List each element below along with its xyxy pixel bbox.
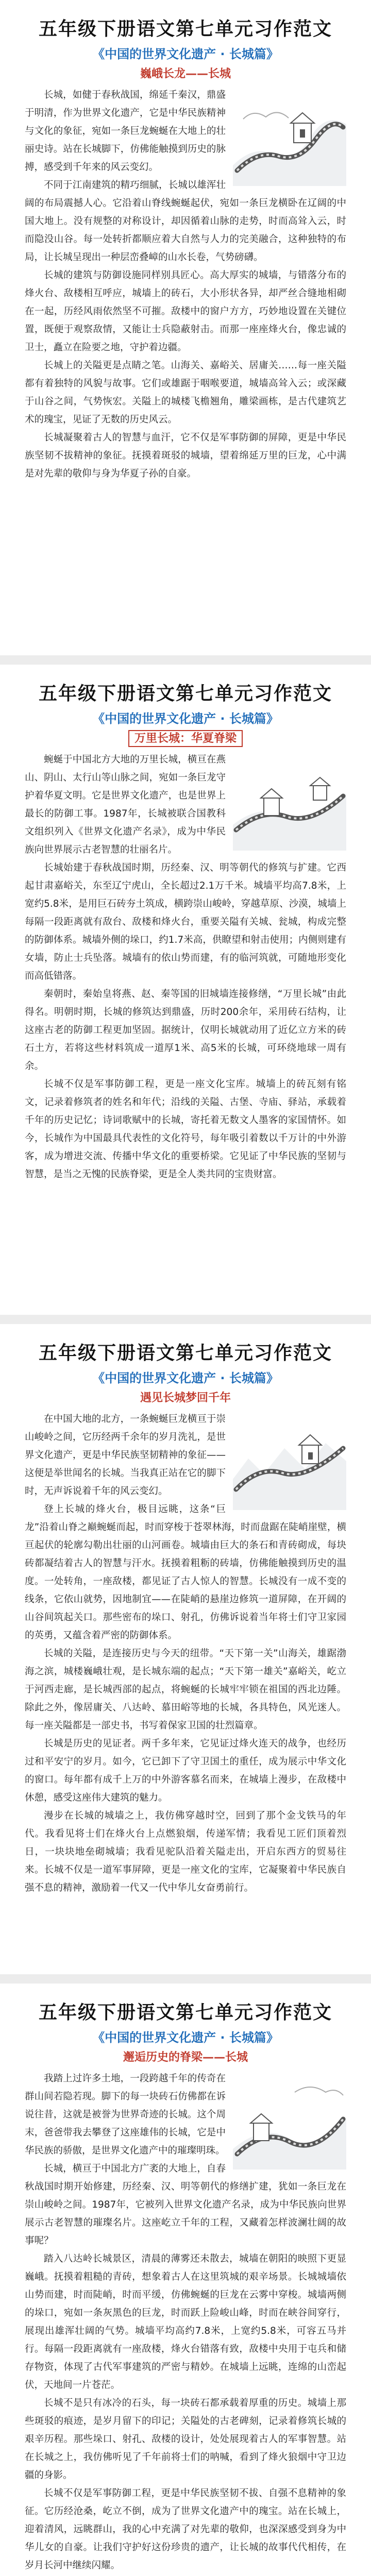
paragraph: 蜿蜒于中国北方大地的万里长城，横亘在燕山、阴山、太行山等山脉之间，宛如一条巨龙守护着华夏文明。它是世界文化遗产，也是世界上最长的防御工事。1987年，长城被联合国教科文组织列入《世界文化遗产名录》，成为中华民族向世界展示古老智慧的壮丽名片。: [25, 754, 226, 855]
essay-section-1: [0, 0, 371, 654]
paragraph: 长城，如健于春秋战国，绵延千秦汉，鼎盛于明清，作为世界文化遗产，它是中华民族精神与文化的象征，宛如一条巨龙蜿蜒在大地上的壮丽史诗。站在长城脚下，仿佛能触摸到历史的脉搏，感受到千年来的风云变幻。: [25, 90, 226, 173]
document-title: 五年级下册语文第七单元习作范文: [38, 2002, 332, 2023]
essay-section-4: [0, 1984, 371, 2576]
section-divider-2: [0, 1315, 371, 1324]
document-title: 五年级下册语文第七单元习作范文: [38, 683, 332, 704]
great-wall-illustration: [233, 2072, 346, 2170]
document-title: 五年级下册语文第七单元习作范文: [38, 19, 332, 40]
series-subtitle: 《中国的世界文化遗产 · 长城篇》: [92, 2030, 279, 2045]
great-wall-illustration: [233, 1412, 346, 1510]
paragraph: 登上长城的烽火台，极目远眺，这条“巨龙”沿着山脊之巅蜿蜒而起，时而穿梭于苍翠林海，时而盘踞在陡峭崖壁，横亘起伏的轮廓勾勒出壮丽的山河画卷。城墙由巨大的条石和青砖砌成，每块砖都凝结着古人的智慧与汗水。抚摸着粗粝的砖墙，仿佛能触摸到历史的温度。一处转角，一座敌楼，都见证了古人惊人的智慧。长城没有一成不变的线条，它依山就势，因地制宜——在陡峭的悬崖边修筑一道屏障，在开阔的山谷间筑起关口。那些密布的垛口、射孔，仿佛诉说着当年将士们守卫家园的英勇，又蕴含着严密的防御体系。: [25, 1504, 346, 1641]
essay-title: 万里长城：华夏脊梁: [25, 730, 346, 745]
section-divider-1: [0, 655, 371, 665]
paragraph: 长城，横亘于中国北方广袤的大地上，自春秋战国时期开始修建，历经秦、汉、明等朝代的修缮扩建，犹如一条巨龙在崇山峻岭之间。1987年，它被列入世界文化遗产名录，成为中华民族向世界展示古老智慧的璀璨名片。这座屹立千年的工程，又藏着怎样波澜壮阔的故事呢？: [25, 2163, 346, 2246]
paragraph: 不同于江南建筑的精巧细腻，长城以雄浑壮阔的布局震撼人心。它沿着山脊线蜿蜒起伏，宛如一条巨龙横卧在辽阔的中国大地上。没有规整的对称设计，却因循着山脉的走势，时而高耸入云，时而隐没山谷。每一处转折都顺应着大自然与人力的完美融合，这种独特的布局，让长城呈现出一种层峦叠嶂的山水长卷，气势磅礴。: [25, 180, 346, 263]
paragraph: 漫步在长城的城墙之上，我仿佛穿越时空，回到了那个金戈铁马的年代。我看见将士们在烽火台上点燃狼烟，传递军情；我看见工匠们顶着烈日，一块块地垒砌城墙；我看见驼队沿着关隘走出，开启东西方的贸易往来。长城不仅是一道军事屏障，更是一座文化的宝库，它凝聚着中华民族自强不息的精神，激励着一代又一代中华儿女奋勇前行。: [25, 1810, 346, 1893]
paragraph: 长城是历史的见证者。两千多年来，它见证过烽火连天的战争，也经历过和平安宁的岁月。如今，它已卸下了守卫国土的重任，成为展示中华文化的窗口。每年都有成千上万的中外游客慕名而来，在城墙上漫步，在敌楼中休憩，感受这座伟大建筑的魅力。: [25, 1738, 346, 1803]
paragraph: 踏入八达岭长城景区，清晨的薄雾还未散去，城墙在朝阳的映照下更显巍峨。抚摸着粗糙的青砖，想象着古人在这里筑城的艰辛场景。长城城墙依山势而建，时而陡峭，时而平缓，仿佛蜿蜒的巨龙在云雾中穿梭。城墙两侧的垛口，宛如一条灰黑色的巨龙，时而跃上险峻山峰，时而在峡谷间穿行，展现出雄浑壮阔的气势。城墙平均高约7.8米，上宽约5.8米，可容五马并行。每隔一段距离就有一座敌楼，烽火台错落有致，敌楼中央用于屯兵和储存物资，体现了古代军事建筑的严密与精妙。在城墙上远眺，连绵的山峦起伏，天地间一片苍茫。: [25, 2253, 346, 2391]
essay-title: 遇见长城梦回千年: [140, 1392, 231, 1404]
paragraph: 秦朝时，秦始皇将燕、赵、秦等国的旧城墙连接修缮，“万里长城”由此得名。明朝时期，长城的修筑达到鼎盛，历时200余年，采用砖石结构，让这座古老的防御工程更加坚固。据统计，仅明长城就动用了近亿立方米的砖石土方，若将这些材料筑成一道厚1米、高5米的长城，可环绕地球一周有余。: [25, 989, 346, 1072]
paragraph: 在中国大地的北方，一条蜿蜒巨龙横亘于崇山峻岭之间，它历经两千余年的岁月洗礼，是世界文化遗产，更是中华民族坚韧精神的象征——这便是举世闻名的长城。当我真正站在它的脚下时，无声诉说着千年的风云变幻。: [25, 1414, 226, 1497]
essay-title: 巍峨长龙——长城: [140, 67, 231, 80]
paragraph: 长城凝聚着古人的智慧与血汗，它不仅是军事防御的屏障，更是中华民族坚韧不拔精神的象征。抚摸着斑驳的城墙，望着绵延万里的巨龙，心中满是对先辈的敬仰与身为华夏子孙的自豪。: [25, 432, 346, 479]
great-wall-illustration: [233, 753, 346, 851]
series-subtitle: 《中国的世界文化遗产 · 长城篇》: [92, 711, 279, 726]
essay-section-2: [0, 665, 371, 1315]
essay-section-3: [0, 1324, 371, 1974]
paragraph: 长城不仅是军事防御工程，更是中华民族坚韧不拔、自强不息精神的象征。它历经沧桑，屹立不倒，成为了世界文化遗产中的瑰宝。站在长城上，迎着清风，远眺群山，我的心中充满了对先辈的敬仰，也深深感受到身为中华儿女的自豪。让我们守护好这份珍贵的遗产，让长城的故事代代相传，在岁月长河中继续闪耀。: [25, 2488, 346, 2571]
document-title: 五年级下册语文第七单元习作范文: [38, 1343, 332, 1364]
section-divider-3: [0, 1974, 371, 1984]
paragraph: 长城不是只有冰冷的石头，每一块砖石都承载着厚重的历史。城墙上那些斑驳的痕迹，是岁月留下的印记；关隘处的古老碑刻，记录着修筑长城的艰辛历程。那些垛口、射孔、敌楼的设计，处处展现着古人的军事智慧。站在长城之上，我仿佛听见了千年前将士们的呐喊，看到了烽火狼烟中守卫边疆的身影。: [25, 2398, 346, 2481]
paragraph: 长城的关隘，是连接历史与今天的纽带。“天下第一关”山海关，雄踞渤海之滨，城楼巍峨壮观，是长城东端的起点；“天下第一雄关”嘉峪关，屹立于河西走廊，是长城西部的起点，将蜿蜒的长城牢牢锁在祖国的西北边陲。除此之外，像居庸关、八达岭、慕田峪等地的长城，各具特色，风光迷人。每一座关隘都是一部史书，书写着保家卫国的壮烈篇章。: [25, 1648, 346, 1731]
paragraph: 长城上的关隘更是点睛之笔。山海关、嘉峪关、居庸关……每一座关隘都有着独特的风貌与故事。它们或雄踞于咽喉要道，城墙高耸入云；或深藏于山谷之间，气势恢宏。关隘上的城楼飞檐翘角，雕梁画栋，是古代建筑艺术的瑰宝，见证了无数的历史风云。: [25, 360, 346, 425]
essay-title: 邂逅历史的脊梁——长城: [123, 2051, 248, 2064]
series-subtitle: 《中国的世界文化遗产 · 长城篇》: [92, 47, 279, 61]
paragraph: 长城不仅是军事防御工程，更是一座文化宝库。城墙上的砖瓦刻有铭文，记录着修筑者的姓名和年代；沿线的关隘、古堡、寺庙、驿站，承载着千年的历史记忆；诗词歌赋中的长城，寄托着无数文人墨客的家国情怀。如今，长城作为中国最具代表性的文化符号，每年吸引着数以千万计的中外游客，成为增进交流、传播中华文化的重要桥梁。它见证了中华民族的坚韧与智慧，是当之无愧的民族脊梁，更是全人类共同的宝贵财富。: [25, 1079, 346, 1180]
paragraph: 长城始建于春秋战国时期，历经秦、汉、明等朝代的修筑与扩建。它西起甘肃嘉峪关，东至辽宁虎山，全长超过2.1万千米。城墙平均高7.8米，上宽约5.8米，是用巨石砖夯土筑成，横跨崇山峻岭，穿越草原、沙漠，城墙上每隔一段距离就有敌台、敌楼和烽火台，重要关隘有关城、瓮城，构成完整的防御体系。城墙外侧的垛口，约1.7米高，供瞭望和射击使用；内侧则建有女墙，防止士兵坠落。城墙有的依山势而建，有的临河筑就，可随地形变化而高低错落。: [25, 862, 346, 981]
paragraph: 我踏上过许多土地，一段跨越千年的传奇在群山间若隐若现。脚下的每一块砖石仿佛都在诉说往昔，这就是被誉为世界奇迹的长城。这个周末，爸爸带我去攀登了这座雄伟的长城，它是中华民族的骄傲，是世界文化遗产中的璀璨明珠。: [25, 2073, 226, 2156]
paragraph: 长城的建筑与防御设施同样别具匠心。高大厚实的城墙，与错落分布的烽火台、敌楼相互呼应，城墙上的砖石，大小形状各异，却严丝合缝地相砌在一起，历经风雨依然坚不可摧。敌楼中的窗户方方，巧妙地设置在关键位置，既便于观察敌情，又能让士兵隐蔽射击。而那一座座烽火台，像忠诚的卫士，矗立在险要之地，守护着边疆。: [25, 270, 346, 353]
great-wall-illustration: [233, 88, 346, 186]
series-subtitle: 《中国的世界文化遗产 · 长城篇》: [92, 1371, 279, 1385]
